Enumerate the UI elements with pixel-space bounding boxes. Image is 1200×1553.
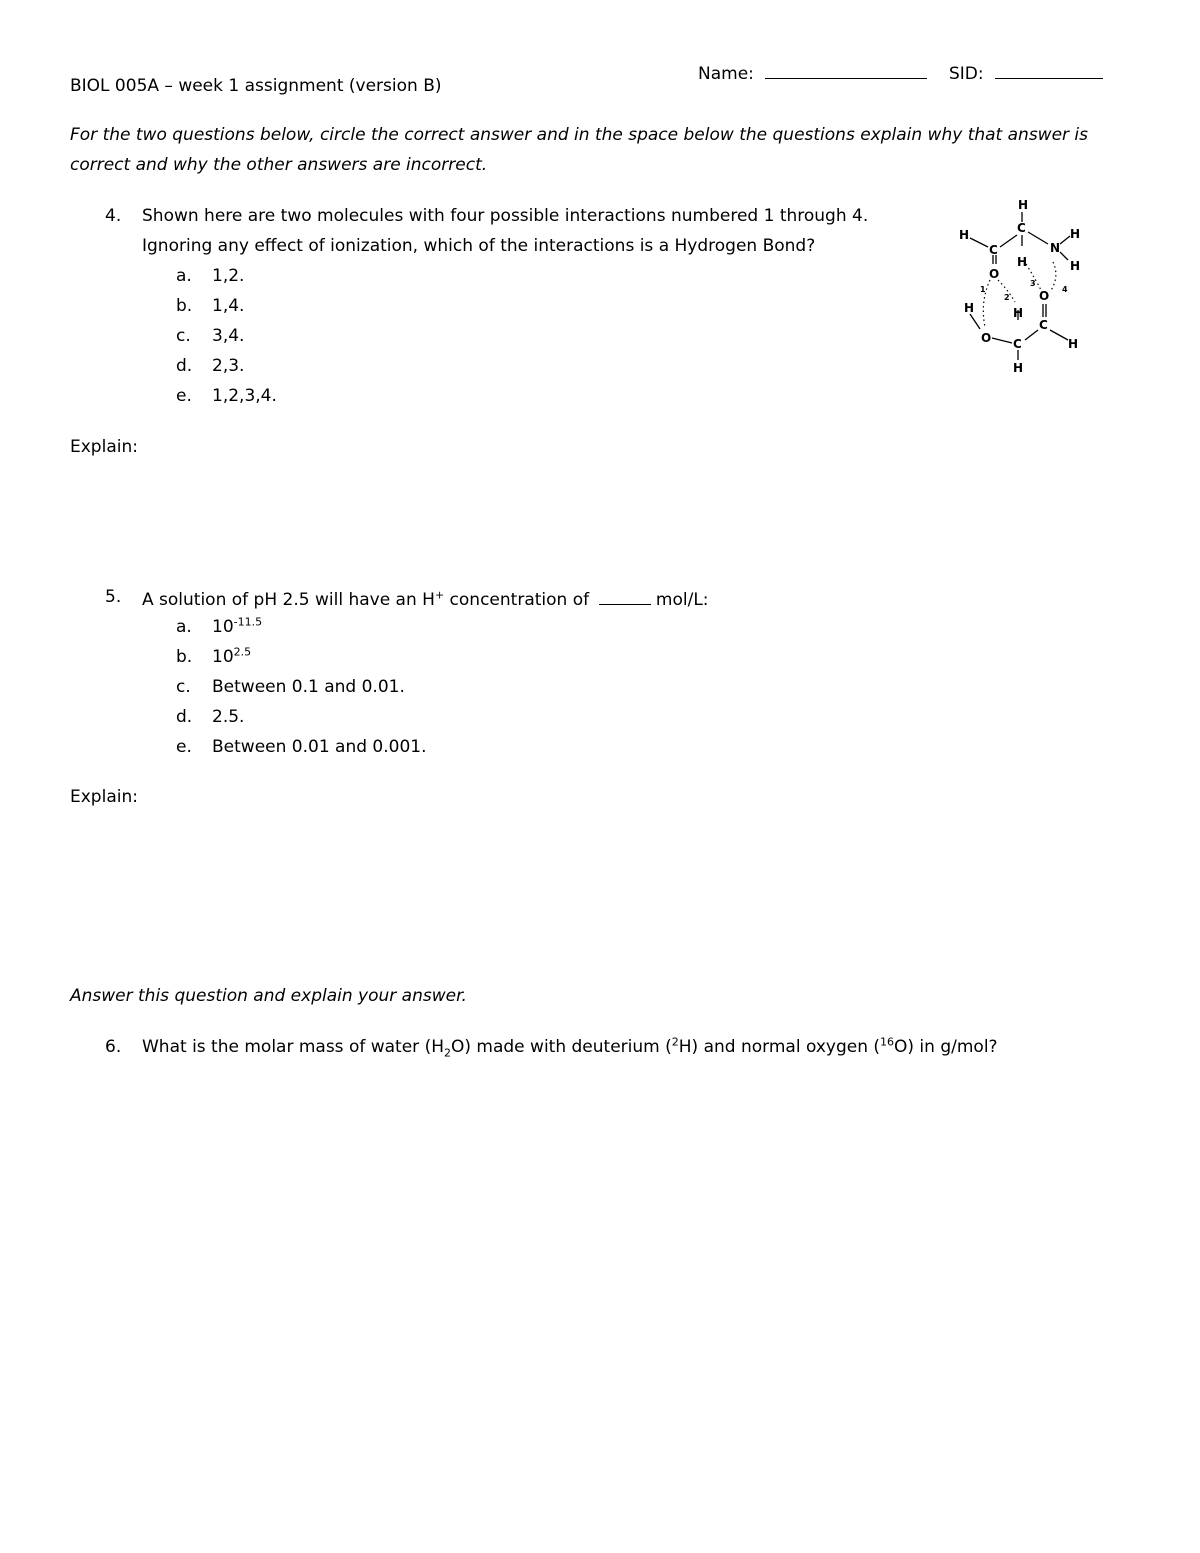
option-letter: d. xyxy=(176,707,193,727)
interaction-label-2: 2 xyxy=(1004,293,1010,302)
atom-h: H xyxy=(1018,198,1029,212)
option-text: 3,4. xyxy=(212,326,245,346)
atom-h: H xyxy=(1068,337,1079,351)
instructions-answer: Answer this question and explain your answer. xyxy=(70,986,467,1006)
atom-o: O xyxy=(981,331,992,345)
option-letter: b. xyxy=(176,296,193,316)
name-label: Name: xyxy=(698,64,754,84)
sid-blank[interactable] xyxy=(995,61,1103,79)
q4-option-e[interactable] xyxy=(0,386,400,410)
q6-part-3: H) and normal oxygen ( xyxy=(678,1037,881,1057)
atom-h: H xyxy=(1070,227,1081,241)
option-text xyxy=(212,647,251,667)
option-text: Between 0.1 and 0.01. xyxy=(212,677,405,697)
course-title: BIOL 005A – week 1 assignment (version B) xyxy=(70,76,442,96)
option-text: 2.5. xyxy=(212,707,245,727)
q4-option-b[interactable] xyxy=(0,296,400,320)
atom-h: H xyxy=(1070,259,1081,273)
q6-superscript-2: 2 xyxy=(671,1035,679,1049)
sid-label: SID: xyxy=(949,64,984,84)
option-letter: e. xyxy=(176,737,192,757)
question-4-line-1: Shown here are two molecules with four possible interactions numbered 1 through 4. xyxy=(142,206,869,226)
q6-part-1: What is the molar mass of water (H xyxy=(142,1037,444,1057)
q5-option-a[interactable] xyxy=(0,617,500,641)
q6-subscript-2: 2 xyxy=(444,1046,451,1060)
q5-option-d[interactable] xyxy=(0,707,500,731)
q5-option-e[interactable] xyxy=(0,737,500,761)
atom-o: O xyxy=(989,267,1000,281)
interaction-label-4: 4 xyxy=(1062,285,1068,294)
option-text: Between 0.01 and 0.001. xyxy=(212,737,427,757)
option-letter: c. xyxy=(176,677,191,697)
concentration-blank[interactable] xyxy=(599,587,651,605)
option-letter: e. xyxy=(176,386,192,406)
q4-option-a[interactable] xyxy=(0,266,400,290)
option-letter: a. xyxy=(176,617,192,637)
q4-option-d[interactable] xyxy=(0,356,400,380)
atom-c: C xyxy=(1039,318,1048,332)
atom-h: H xyxy=(1013,361,1024,375)
question-5-number: 5. xyxy=(105,587,122,607)
question-6-number: 6. xyxy=(105,1037,122,1057)
q4-option-c[interactable] xyxy=(0,326,400,350)
question-5-text xyxy=(142,587,709,610)
option-text: 1,2. xyxy=(212,266,245,286)
option-text: 1,2,3,4. xyxy=(212,386,277,406)
instructions-line-2: correct and why the other answers are incorrect. xyxy=(70,155,488,175)
option-exponent: -11.5 xyxy=(233,615,263,629)
atom-h: H xyxy=(959,228,970,242)
interaction-label-1: 1 xyxy=(980,285,986,294)
atom-c: C xyxy=(1017,221,1026,235)
option-letter: b. xyxy=(176,647,193,667)
question-5-units: mol/L: xyxy=(655,590,709,610)
name-blank[interactable] xyxy=(765,61,927,79)
question-4-number: 4. xyxy=(105,206,122,226)
question-5-explain-label: Explain: xyxy=(70,787,138,807)
q6-part-2: O) made with deuterium ( xyxy=(451,1037,672,1057)
atom-o: O xyxy=(1039,289,1050,303)
q6-superscript-16: 16 xyxy=(880,1035,895,1049)
q5-option-b[interactable] xyxy=(0,647,500,671)
option-letter: c. xyxy=(176,326,191,346)
question-5-superscript: + xyxy=(434,588,445,602)
instructions-line-1: For the two questions below, circle the correct answer and in the space below the questions explain why that answer is xyxy=(70,125,1089,145)
question-6-text xyxy=(142,1035,998,1060)
q6-part-4: O) in g/mol? xyxy=(894,1037,998,1057)
q5-option-c[interactable] xyxy=(0,677,500,701)
atom-h: H xyxy=(1017,255,1028,269)
atom-h: H xyxy=(1013,306,1024,320)
sid-field[interactable] xyxy=(949,61,1103,84)
option-text: 1,4. xyxy=(212,296,245,316)
question-4-line-2: Ignoring any effect of ionization, which of the interactions is a Hydrogen Bond? xyxy=(142,236,816,256)
atom-h: H xyxy=(964,301,975,315)
atom-n: N xyxy=(1050,241,1061,255)
molecule-diagram xyxy=(950,192,1100,382)
question-5-text-before: A solution of pH 2.5 will have an H xyxy=(142,590,435,610)
option-base: 10 xyxy=(212,647,234,667)
option-exponent: 2.5 xyxy=(233,645,252,659)
interaction-label-3: 3 xyxy=(1030,279,1036,288)
atom-c: C xyxy=(989,243,998,257)
option-text: 2,3. xyxy=(212,356,245,376)
question-4-explain-label: Explain: xyxy=(70,437,138,457)
question-5-text-after: concentration of xyxy=(444,590,590,610)
name-field[interactable] xyxy=(698,61,927,84)
atom-c: C xyxy=(1013,337,1022,351)
option-letter: a. xyxy=(176,266,192,286)
option-base: 10 xyxy=(212,617,234,637)
option-letter: d. xyxy=(176,356,193,376)
option-text xyxy=(212,617,262,637)
